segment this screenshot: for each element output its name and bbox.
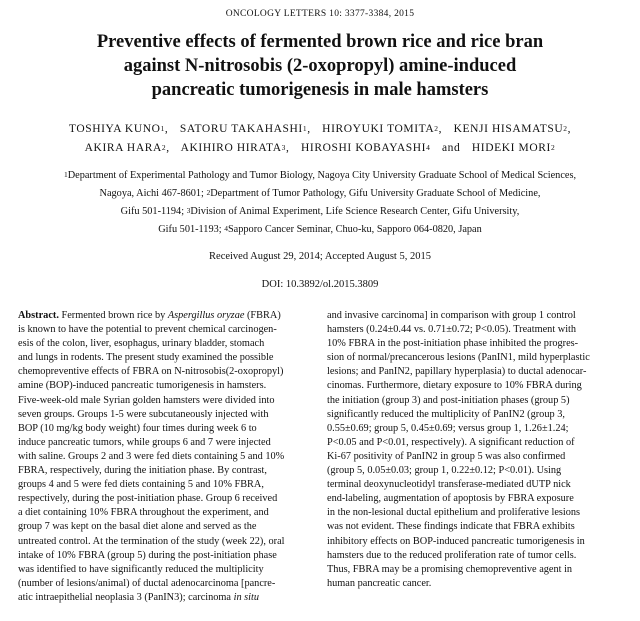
abstract-line: end-labeling, augmentation of apoptosis by FBRA exposure (327, 493, 574, 505)
author-name: HIROYUKI TOMITA (322, 123, 435, 135)
abstract-line: cinomas. Furthermore, dietary exposure to 10% FBRA during (327, 380, 582, 392)
author (69, 123, 165, 135)
title-line: against N-nitrosobis (2-oxopropyl) amine-induced (123, 56, 517, 76)
author-name: KENJI HISAMATSU (453, 123, 564, 135)
author (85, 142, 167, 154)
affiliation-line (20, 203, 620, 221)
abstract-line: hamsters due to the reduced proliferation rate of tumor cells. (327, 549, 577, 561)
abstract-line: was identified to have significantly reduced the multiplicity (18, 563, 264, 575)
affiliation-text: Division of Animal Experiment, Life Science Research Center, Gifu University, (190, 206, 520, 217)
title-line: Preventive effects of fermented brown rice and rice bran (96, 32, 544, 52)
author (322, 123, 438, 135)
abstract-label: Abstract. (18, 310, 59, 321)
affiliation-marker: 2 (161, 143, 167, 152)
doi[interactable]: DOI: 10.3892/ol.2015.3809 (261, 279, 379, 290)
affiliation-marker: 3 (186, 206, 191, 215)
affiliation-marker: 2 (206, 188, 211, 197)
author-name: HIROSHI KOBAYASHI (301, 142, 427, 154)
received-accepted-dates: Received August 29, 2014; Accepted August 5, 2015 (209, 251, 431, 262)
abstract-italic-text: in situ (233, 591, 260, 603)
abstract-right-column (327, 309, 619, 591)
affiliation-marker: 2 (434, 124, 439, 133)
abstract-line: and invasive carcinoma] in comparison with group 1 control (327, 310, 576, 321)
affiliation-marker: 3 (281, 143, 287, 152)
abstract-line: chemopreventive effects of FBRA on N-nitrosobis(2-oxopropyl) (18, 366, 284, 378)
abstract-line: hamsters (0.24±0.44 vs. 0.71±0.72; P<0.05). Treatment with (327, 324, 577, 336)
affiliation-line (20, 167, 620, 185)
author-name: HIDEKI MORI (471, 142, 551, 154)
abstract-line (18, 591, 310, 605)
author-name: SATORU TAKAHASHI (179, 123, 303, 135)
abstract-line: amine (BOP)-induced pancreatic tumorigenesis in hamsters. (18, 380, 267, 392)
abstract-left-column (18, 309, 310, 605)
abstract-line: untreated control. At the termination of the study (week 22), oral (18, 535, 285, 547)
affiliation-text: Gifu 501-1193; (158, 224, 225, 235)
abstract-line: P<0.05 and P<0.01, respectively). A significant reduction of (327, 436, 575, 448)
author-name: AKIRA HARA (84, 142, 162, 154)
abstract-line: human pancreatic cancer. (327, 577, 432, 589)
abstract-line: intake of 10% FBRA (group 5) during the post-initiation phase (18, 549, 277, 561)
affiliation-marker: 1 (63, 170, 68, 179)
author (454, 123, 568, 135)
affiliation-text: Department of Experimental Pathology and Tumor Biology, Nagoya City University Graduate School of Medical Sciences, (67, 170, 577, 181)
abstract-line: Thus, FBRA may be a promising chemopreventive agent in (327, 563, 573, 575)
abstract-left-lines (18, 323, 310, 591)
affiliation-marker: 1 (160, 124, 165, 133)
title-line: pancreatic tumorigenesis in male hamsters (151, 80, 489, 100)
abstract-line (18, 309, 310, 323)
abstract-line: 10% FBRA in the post-initiation phase inhibited the progres- (327, 338, 579, 350)
author-line: TOSHIYA KUNO$^1$, SATORU TAKAHASHI$^1$, HIROYUKI TOMITA$^2$, KENJI HISAMATSU$^2$, (68, 123, 572, 135)
abstract-line: induce pancreatic tumors, while groups 6 and 7 were injected (18, 436, 271, 448)
affiliation-marker: 2 (563, 124, 568, 133)
abstract-line: FBRA, respectively, during the initiation phase. By contrast, (18, 465, 267, 477)
author (180, 123, 307, 135)
abstract-line: (number of lesions/animal) of ductal adenocarcinoma [pancre- (18, 577, 276, 589)
author-list (30, 120, 610, 158)
species-name: Aspergillus oryzae (167, 310, 245, 321)
abstract-line: terminal deoxynucleotidyl transferase-mediated dUTP nick (327, 479, 571, 491)
abstract-line: is known to have the potential to prevent chemical carcinogen- (18, 324, 277, 336)
abstract-line: a diet containing 10% FBRA throughout the experiment, and (18, 507, 269, 519)
affiliation-text: Sapporo Cancer Seminar, Chuo-ku, Sapporo 064-0820, Japan (227, 224, 482, 235)
journal-header: ONCOLOGY LETTERS 10: 3377-3384, 2015 (225, 9, 415, 19)
abstract-text: (FBRA) (244, 310, 281, 321)
abstract-line: (group 5, 0.05±0.03; group 1, 0.22±0.12; P<0.01). Using (327, 465, 562, 477)
author-name: AKIHIRO HIRATA (180, 142, 282, 154)
author (472, 142, 555, 154)
author-line: AKIRA HARA$^2$, AKIHIRO HIRATA$^3$, HIROSHI KOBAYASHI$^4$ and HIDEKI MORI$^2$ (84, 142, 556, 154)
affiliation-marker: 2 (550, 143, 556, 152)
abstract-line: Five-week-old male Syrian golden hamsters were divided into (18, 394, 275, 406)
affiliation-marker: 4 (426, 143, 431, 152)
abstract-line: was not evident. These findings indicate that FBRA exhibits (327, 521, 575, 533)
abstract-line: and lungs in rodents. The present study examined the possible (18, 352, 274, 364)
abstract-line: respectively, during the post-initiation phase. Group 6 received (18, 493, 278, 505)
abstract-text: Fermented brown rice by (58, 310, 168, 321)
abstract-line: in the non-lesional ductal epithelium and proliferative lesions (327, 507, 581, 519)
abstract-line: the initiation (group 3) and post-initiation phases (group 5) (327, 394, 570, 406)
abstract-line: BOP (10 mg/kg body weight) four times during week 6 to (18, 422, 257, 434)
affiliations (20, 167, 620, 239)
abstract-line: esis of the colon, liver, esophagus, urinary bladder, stomach (18, 338, 265, 350)
abstract-line: lesions; and PanIN2, papillary hyperplasia) to ductal adenocar- (327, 366, 587, 378)
affiliation-marker: 4 (224, 224, 228, 233)
affiliation-text: Nagoya, Aichi 467-8601; (99, 188, 207, 199)
abstract-line: with saline. Groups 2 and 3 were fed diets containing 5 and 10% (18, 450, 285, 462)
abstract-line: group 7 was kept on the basal diet alone and served as the (18, 521, 257, 533)
paper-title (40, 30, 600, 102)
abstract-line: inhibitory effects on BOP-induced pancreatic tumorigenesis in (327, 535, 585, 547)
abstract-line: significantly reduced the multiplicity of PanIN2 (group 3, (327, 408, 565, 420)
abstract-line: Ki-67 positivity of PanIN2 in group 5 was also confirmed (327, 450, 566, 462)
author (181, 142, 286, 154)
author (301, 142, 430, 154)
affiliation-text: Gifu 501-1194; (120, 206, 187, 217)
affiliation-line (20, 185, 620, 203)
author-name: TOSHIYA KUNO (68, 123, 161, 135)
affiliation-text: Department of Tumor Pathology, Gifu University Graduate School of Medicine, (210, 188, 541, 199)
abstract-line: groups 4 and 5 were fed diets containing 5 and 10% FBRA, (18, 479, 264, 491)
affiliation-marker: 1 (302, 124, 308, 133)
abstract-text: atic intraepithelial neoplasia 3 (PanIN3); carcinoma (18, 591, 234, 603)
affiliation-line (20, 221, 620, 239)
authors-and: and (441, 142, 461, 154)
abstract-line: sion of normal/precancerous lesions (PanIN1, mild hyperplastic (327, 352, 590, 364)
abstract-line: 0.55±0.69; group 5, 0.45±0.69; versus group 1, 1.26±1.24; (327, 422, 569, 434)
abstract-line: seven groups. Groups 1-5 were subcutaneously injected with (18, 408, 269, 420)
